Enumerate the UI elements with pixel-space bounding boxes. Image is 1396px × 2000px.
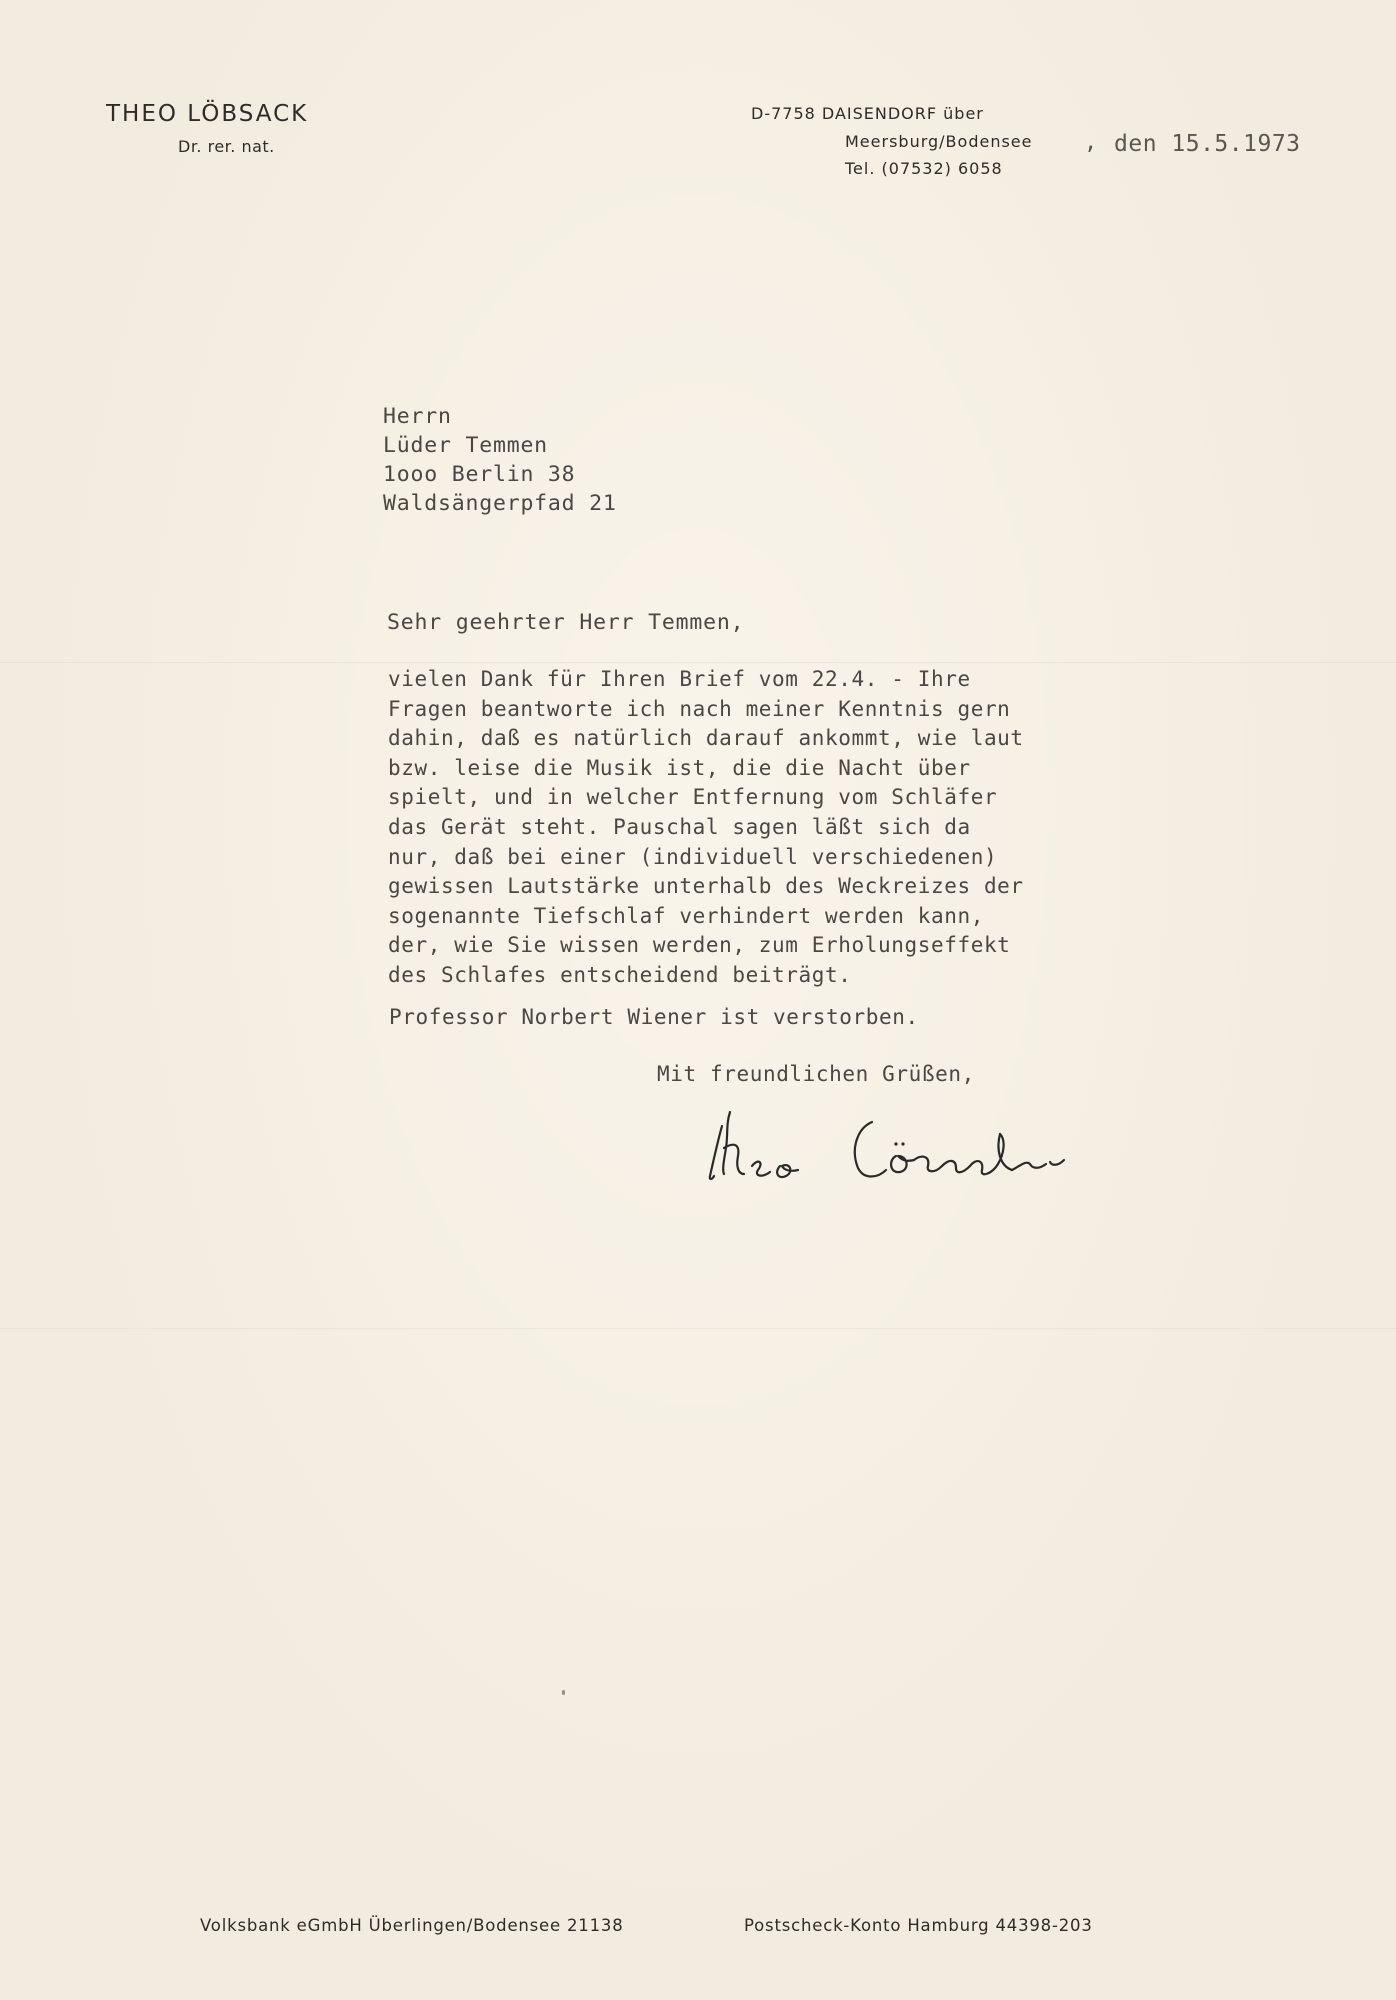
body-line: der, wie Sie wissen werden, zum Erholungseffekt — [388, 933, 1011, 958]
letter-date: den 15.5.1973 — [1114, 131, 1301, 157]
body-line: nur, daß bei einer (individuell verschiedenen) — [388, 844, 998, 869]
body-line: bzw. leise die Musik ist, die die Nacht über — [388, 755, 971, 780]
paper-fold-line — [0, 662, 1396, 664]
footer-postal-account: Postscheck-Konto Hamburg 44398-203 — [744, 1916, 1093, 1935]
body-line: spielt, und in welcher Entfernung vom Schläfer — [388, 785, 998, 810]
body-line: vielen Dank für Ihren Brief vom 22.4. - Ihre — [388, 667, 971, 691]
body-line: dahin, daß es natürlich darauf ankommt, wie laut — [388, 726, 1024, 751]
letterhead-address-line2: Meersburg/Bodensee — [845, 132, 1033, 151]
body-line: sogenannte Tiefschlaf verhindert werden kann, — [388, 903, 984, 928]
letterhead-title: Dr. rer. nat. — [178, 137, 275, 156]
body-line: des Schlafes entscheidend beiträgt. — [388, 962, 852, 987]
salutation: Sehr geehrter Herr Temmen, — [387, 610, 745, 635]
paper-speck — [562, 1690, 565, 1695]
paper-fold-line — [0, 1328, 1396, 1330]
body-line: Fragen beantworte ich nach meiner Kenntnis gern — [388, 696, 1011, 721]
date-separator: , — [1084, 130, 1098, 155]
letterhead-phone: Tel. (07532) 6058 — [845, 159, 1003, 178]
recipient-line: Waldsängerpfad 21 — [383, 491, 617, 516]
letterhead-name: THEO LÖBSACK — [106, 101, 309, 127]
letter-body — [388, 665, 1024, 991]
recipient-line: Herrn — [383, 404, 452, 429]
body-line: gewissen Lautstärke unterhalb des Weckreizes der — [388, 874, 1024, 899]
handwritten-signature — [700, 1100, 1080, 1200]
postscript: Professor Norbert Wiener ist verstorben. — [389, 1005, 919, 1029]
recipient-address — [383, 402, 617, 518]
closing: Mit freundlichen Grüßen, — [657, 1062, 975, 1086]
footer-bank: Volksbank eGmbH Überlingen/Bodensee 21138 — [200, 1916, 624, 1935]
recipient-line: Lüder Temmen — [383, 433, 548, 458]
body-line: das Gerät steht. Pauschal sagen läßt sich da — [388, 814, 971, 839]
letterhead-address-line1: D-7758 DAISENDORF über — [751, 104, 984, 123]
recipient-line: 1ooo Berlin 38 — [383, 462, 576, 487]
